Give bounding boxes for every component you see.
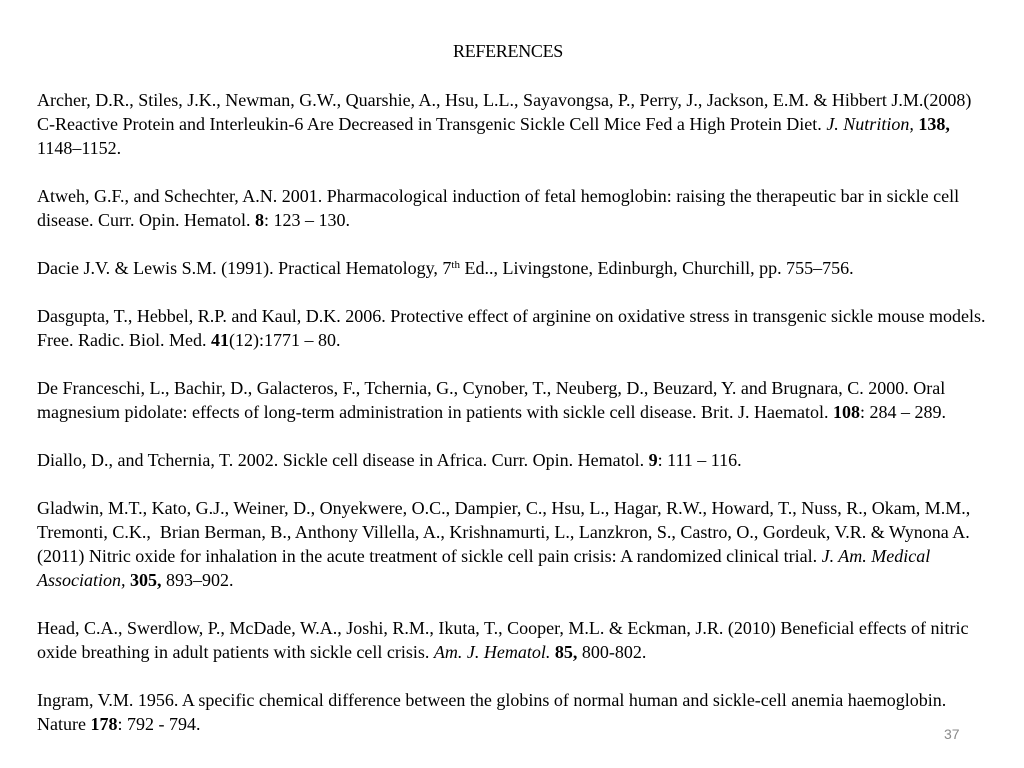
reference-text: De Franceschi, L., Bachir, D., Galacteros, F., Tchernia, G., Cynober, T., Neuberg, D., Beuzard, Y. and Brugnara, C. 2000. Oral magnesium pidolate: effects of long-term administration in patients with sickle cell disease. Brit. J. Haematol. xyxy=(37,378,950,422)
reference-entry xyxy=(37,184,992,232)
reference-entry xyxy=(37,616,992,664)
reference-text: J. Am. Medical Association, xyxy=(37,546,935,590)
reference-entry xyxy=(37,256,992,280)
reference-text: 85, xyxy=(554,642,578,662)
reference-entry xyxy=(37,448,992,472)
reference-text: Am. J. Hematol. xyxy=(433,642,551,662)
reference-text: Head, C.A., Swerdlow, P., McDade, W.A., Joshi, R.M., Ikuta, T., Cooper, M.L. & Eckman, J.R. (2010) Beneficial effects of nitric oxide breathing in adult patients with sickle cell crisis. xyxy=(37,618,973,662)
reference-entry xyxy=(37,88,992,160)
reference-text: Ed.., Livingstone, Edinburgh, Churchill, pp. 755–756. xyxy=(459,258,854,278)
reference-text: Ingram, V.M. 1956. A specific chemical difference between the globins of normal human and sickle-cell anemia haemoglobin. Nature xyxy=(37,690,951,734)
reference-text: Diallo, D., and Tchernia, T. 2002. Sickle cell disease in Africa. Curr. Opin. Hematol. xyxy=(37,450,649,470)
reference-text: 893–902. xyxy=(161,570,234,590)
reference-text: 8 xyxy=(254,210,264,230)
reference-text: Archer, D.R., Stiles, J.K., Newman, G.W., Quarshie, A., Hsu, L.L., Sayavongsa, P., Perry, J., Jackson, E.M. & Hibbert J.M.(2008) C-Reactive Protein and Interleukin-6 Are Decreased in Transgenic Sickle Cell Mice Fed a High Protein Diet. xyxy=(37,90,981,134)
reference-text: : 284 – 289. xyxy=(859,402,946,422)
reference-text: 305, xyxy=(130,570,162,590)
reference-text: : 123 – 130. xyxy=(263,210,350,230)
reference-text: 41 xyxy=(210,330,229,350)
reference-text: 138, xyxy=(918,114,950,134)
reference-text: J. Nutrition, xyxy=(826,114,914,134)
reference-entry xyxy=(37,688,992,736)
reference-text: 800-802. xyxy=(577,642,647,662)
reference-text: : 792 - 794. xyxy=(117,714,201,734)
reference-text: 108 xyxy=(832,402,860,422)
reference-text: : 111 – 116. xyxy=(657,450,742,470)
page-number: 37 xyxy=(944,726,960,742)
reference-text: 9 xyxy=(648,450,658,470)
reference-text: Gladwin, M.T., Kato, G.J., Weiner, D., Onyekwere, O.C., Dampier, C., Hsu, L., Hagar, R.W., Howard, T., Nuss, R., Okam, M.M., Tremonti, C.K., Brian Berman, B., Anthony Villella, A., Krishnamurti, L., Lanzkron, S., Castro, O., Gordeuk, V.R. & Wynona A. (2011) Nitric oxide for inhalation in the acute treatment of sickle cell pain crisis: A randomized clinical trial. xyxy=(37,498,975,566)
reference-text: Atweh, G.F., and Schechter, A.N. 2001. Pharmacological induction of fetal hemoglobin: raising the therapeutic bar in sickle cell disease. Curr. Opin. Hematol. xyxy=(37,186,964,230)
reference-entry xyxy=(37,304,992,352)
reference-text: 1148–1152. xyxy=(37,114,955,158)
reference-text: Dacie J.V. & Lewis S.M. (1991). Practical Hematology, 7 xyxy=(37,258,452,278)
reference-list xyxy=(37,88,992,760)
reference-text: (12):1771 – 80. xyxy=(228,330,341,350)
reference-text: 178 xyxy=(90,714,118,734)
reference-text: th xyxy=(451,259,460,271)
reference-text: Dasgupta, T., Hebbel, R.P. and Kaul, D.K. 2006. Protective effect of arginine on oxidative stress in transgenic sickle mouse models. Free. Radic. Biol. Med. xyxy=(37,306,990,350)
reference-entry xyxy=(37,496,992,592)
reference-entry xyxy=(37,376,992,424)
references-heading: REFERENCES xyxy=(452,41,564,61)
